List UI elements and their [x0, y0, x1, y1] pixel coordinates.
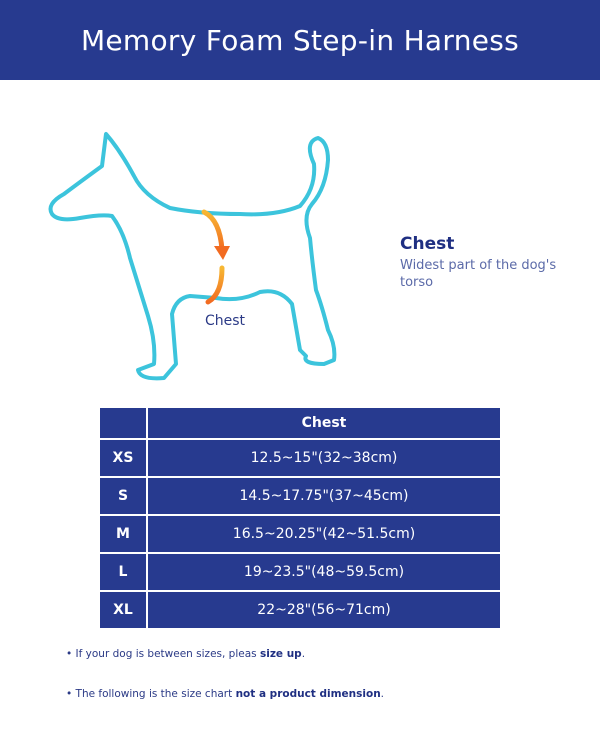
dog-outline-icon: [40, 120, 360, 390]
dog-silhouette: [51, 134, 335, 378]
sizing-tip-note: [66, 648, 566, 660]
table-row: [99, 439, 501, 477]
chest-cell: 12.5~15"(32~38cm): [147, 439, 501, 477]
table-row: [99, 515, 501, 553]
chest-cell: 14.5~17.75"(37~45cm): [147, 477, 501, 515]
illustration-chest-label: Chest: [205, 313, 246, 329]
dog-illustration: [40, 120, 360, 390]
size-cell: L: [99, 553, 147, 591]
table-header-row: [99, 407, 501, 439]
measurement-title: Chest: [400, 234, 455, 254]
size-cell: S: [99, 477, 147, 515]
measurement-description: Widest part of the dog's torso: [400, 258, 557, 290]
note-text-end: .: [301, 648, 306, 660]
note-emphasis: size up: [259, 648, 302, 660]
size-cell: M: [99, 515, 147, 553]
disclaimer-note: [66, 688, 566, 700]
table-header-size: [99, 407, 147, 439]
chest-arrow-head: [214, 246, 230, 260]
table-row: [99, 553, 501, 591]
table-row: [99, 591, 501, 629]
size-chart-table: [98, 406, 502, 630]
chest-cell: 19~23.5"(48~59.5cm): [147, 553, 501, 591]
page-title: Memory Foam Step-in Harness: [80, 23, 520, 57]
note-text: • The following is the size chart: [66, 688, 236, 700]
table-row: [99, 477, 501, 515]
note-emphasis: not a product dimension: [235, 688, 381, 700]
note-text: • If your dog is between sizes, pleas: [66, 648, 260, 660]
size-cell: XL: [99, 591, 147, 629]
measurement-note: [400, 234, 580, 291]
note-text-end: .: [380, 688, 385, 700]
chest-cell: 22~28"(56~71cm): [147, 591, 501, 629]
size-cell: XS: [99, 439, 147, 477]
chest-arrow-top: [204, 212, 222, 250]
chest-cell: 16.5~20.25"(42~51.5cm): [147, 515, 501, 553]
table-header-chest: Chest: [147, 407, 501, 439]
page-header: [0, 0, 600, 80]
